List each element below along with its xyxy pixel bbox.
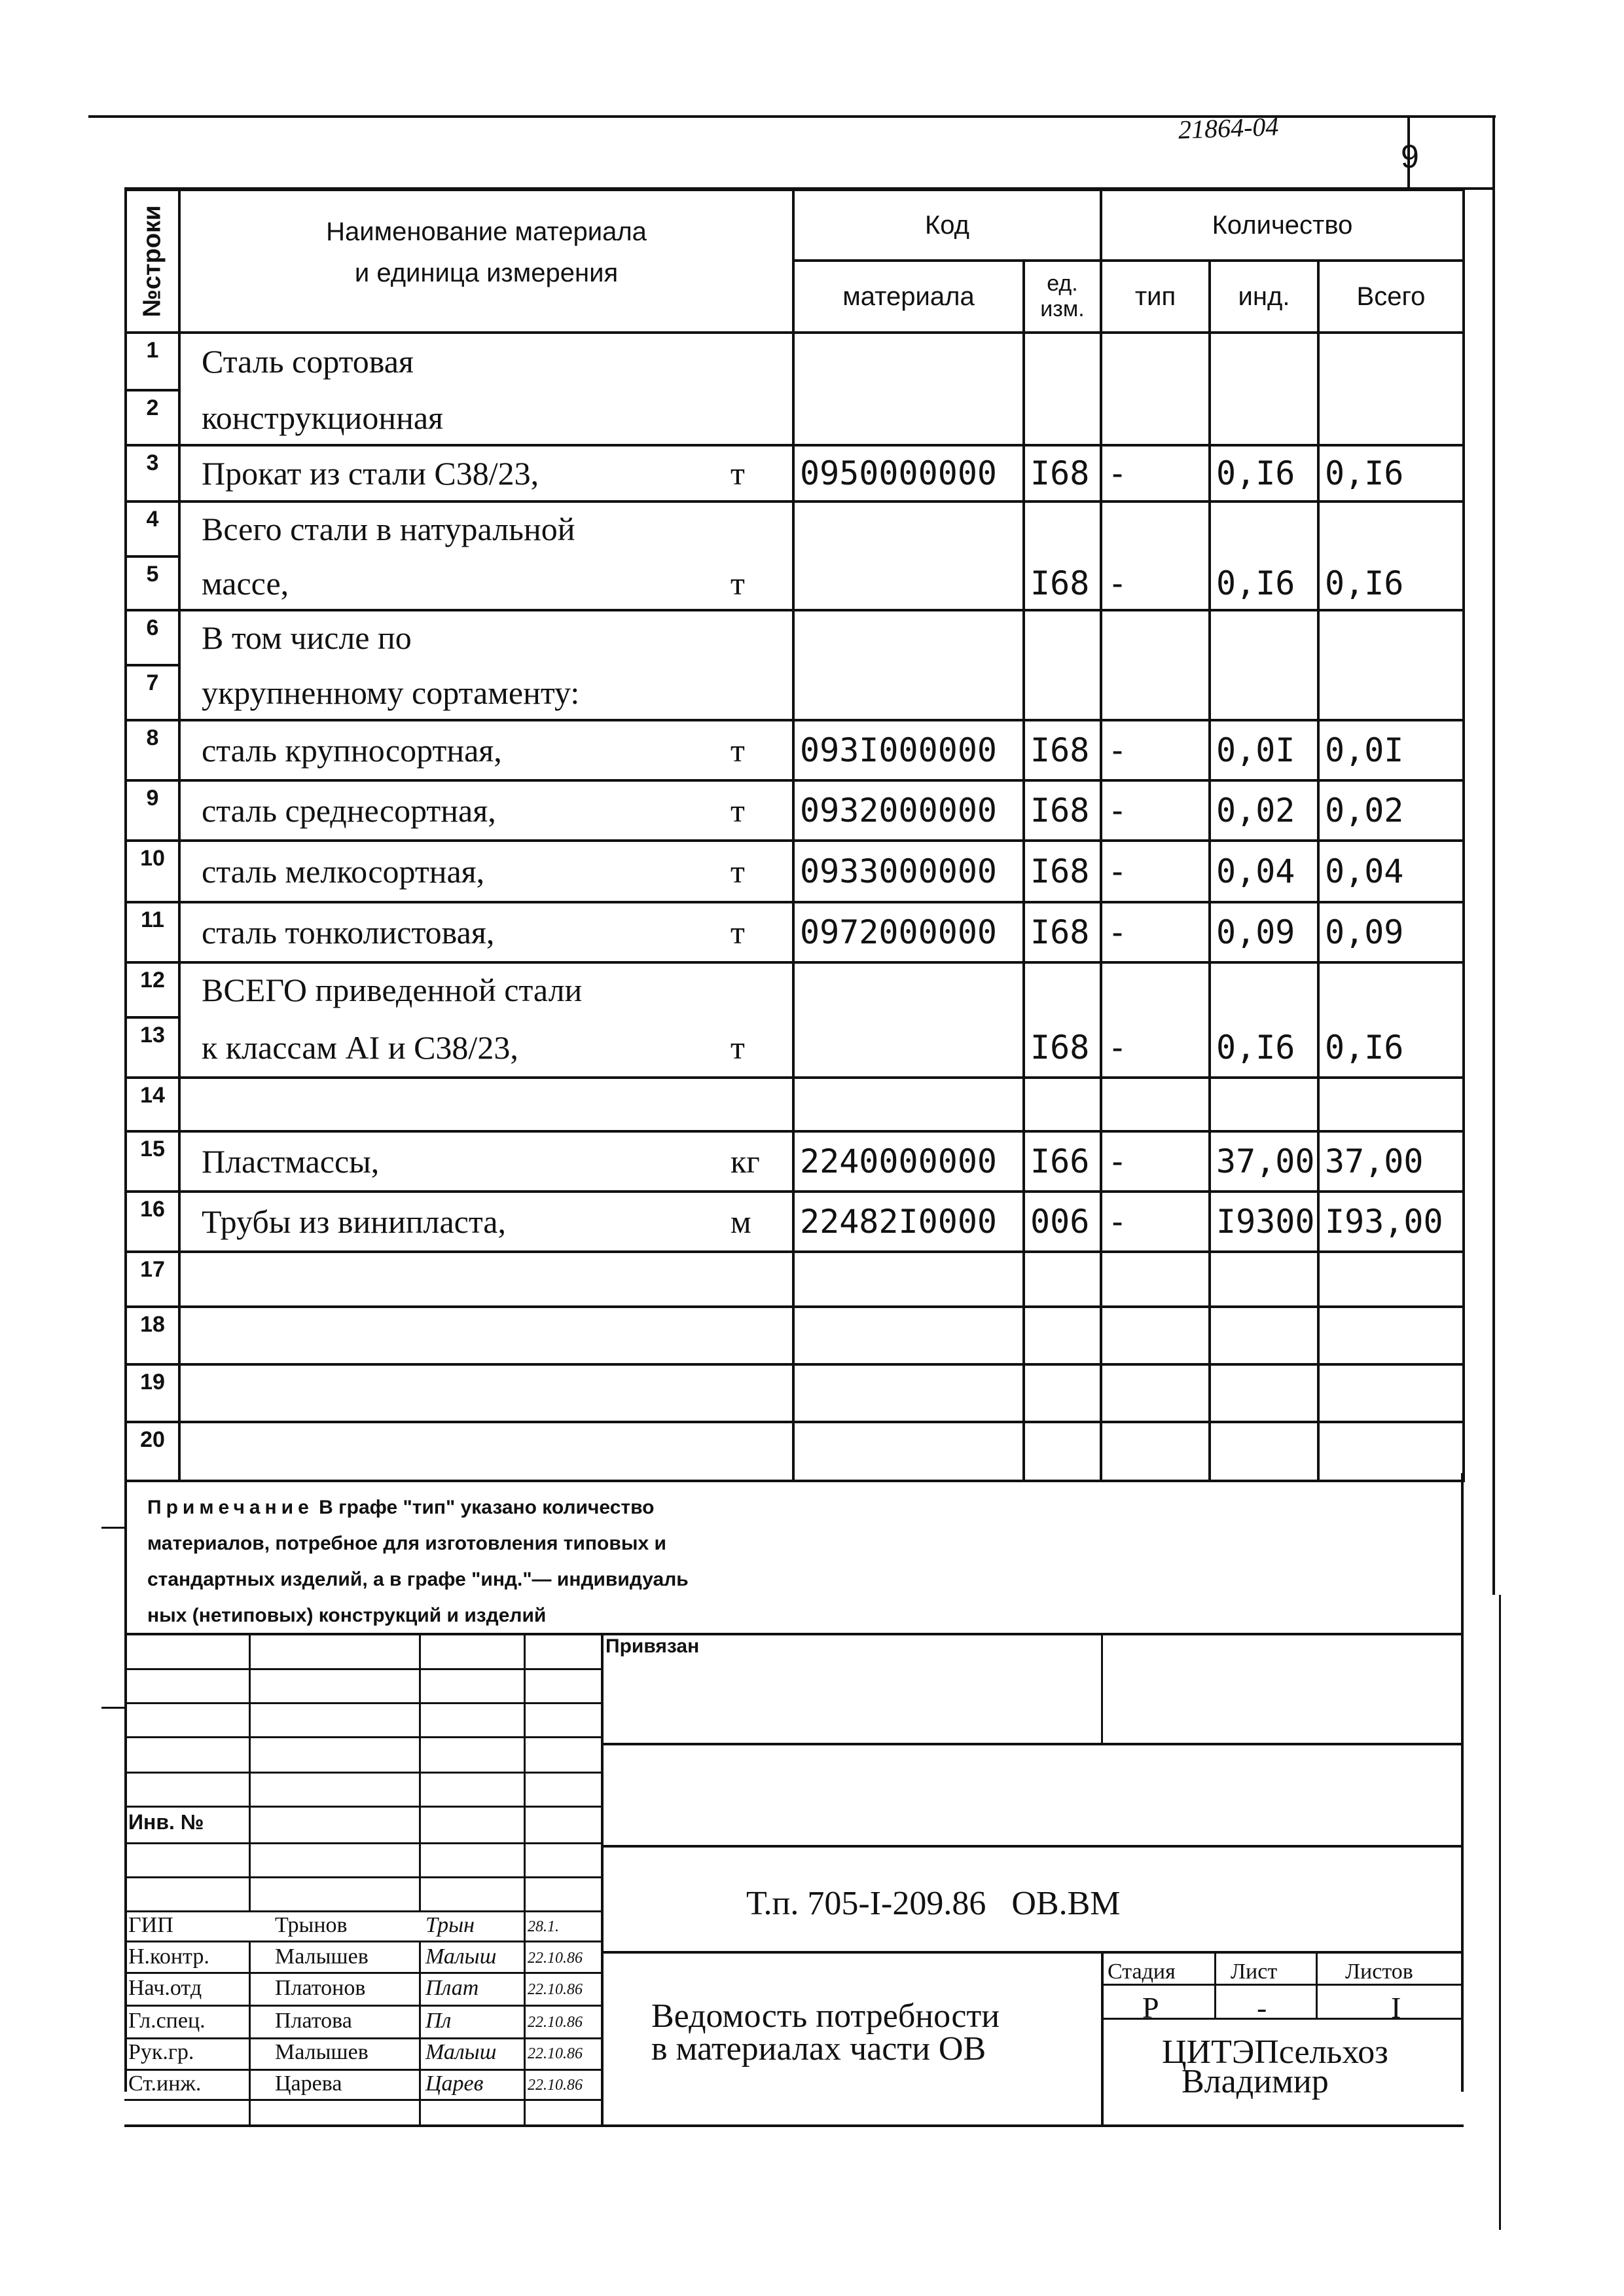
material-name [179, 390, 793, 445]
unit-code: I68 [1024, 445, 1101, 501]
qty-total [1318, 390, 1464, 445]
material-name-text: Трубы из винипласта, [202, 1203, 506, 1240]
signature-mark: Малыш [425, 1944, 497, 1969]
material-code: 093I000000 [793, 720, 1024, 780]
qty-type: - [1101, 556, 1210, 610]
tb-left-row-5 [124, 1842, 602, 1844]
material-code [793, 333, 1024, 390]
qty-type: - [1101, 780, 1210, 841]
header-quantity: Количество [1101, 190, 1464, 261]
unit-code: 006 [1024, 1192, 1101, 1252]
document-title-line-1: Ведомость потребности [651, 1997, 1000, 2035]
page-number-box-right [1492, 115, 1495, 1595]
material-name [179, 556, 793, 610]
signature-name: Платонов [275, 1976, 366, 2000]
qty-ind [1210, 962, 1318, 1017]
material-name-text: Прокат из стали С38/23, [202, 455, 539, 492]
qty-type [1101, 1252, 1210, 1307]
tb-bottom-left [124, 2124, 1106, 2127]
tb-col-b2 [419, 1941, 421, 2127]
row-number: 9 [126, 780, 179, 841]
signature-name: Царева [275, 2071, 342, 2096]
tb-stage-col-1 [1214, 1951, 1216, 2018]
qty-ind: 0,02 [1210, 780, 1318, 841]
unit-code: I68 [1024, 720, 1101, 780]
header-name: Наименование материала и единица измерения [179, 190, 793, 333]
row-number: 3 [126, 445, 179, 501]
table-row [126, 445, 1464, 501]
material-name-text: Сталь сортовая [202, 343, 414, 380]
qty-ind: 0,I6 [1210, 556, 1318, 610]
signature-role: Рук.гр. [128, 2040, 194, 2064]
unit-code: I68 [1024, 556, 1101, 610]
material-name [179, 1078, 793, 1131]
material-name [179, 445, 793, 501]
qty-ind [1210, 1252, 1318, 1307]
material-code: 0972000000 [793, 902, 1024, 962]
tb-col-a [249, 1633, 251, 1911]
row-number: 1 [126, 333, 179, 390]
unit-code [1024, 610, 1101, 665]
row-number: 19 [126, 1364, 179, 1422]
row-number: 5 [126, 556, 179, 610]
qty-ind [1210, 501, 1318, 556]
material-code: 0932000000 [793, 780, 1024, 841]
qty-type: - [1101, 1192, 1210, 1252]
row-number: 12 [126, 962, 179, 1017]
signature-name: Малышев [275, 1944, 369, 1969]
qty-total: 0,I6 [1318, 445, 1464, 501]
signature-date: 28.1. [528, 1918, 559, 1935]
tb-left-row-3 [124, 1772, 602, 1774]
qty-type [1101, 962, 1210, 1017]
row-number: 15 [126, 1131, 179, 1192]
qty-total [1318, 665, 1464, 720]
table-row [126, 1192, 1464, 1252]
header-code-material: материала [793, 261, 1024, 333]
qty-total: 37,00 [1318, 1131, 1464, 1192]
header-row-no: №строки [126, 190, 179, 333]
row-number: 17 [126, 1252, 179, 1307]
signature-mark: Малыш [425, 2040, 497, 2064]
unit-code: I68 [1024, 902, 1101, 962]
header-qty-type: тип [1101, 261, 1210, 333]
qty-ind [1210, 1078, 1318, 1131]
inventory-label: Инв. № [128, 1810, 204, 1834]
signature-mark: Трын [425, 1913, 475, 1937]
material-unit: т [731, 792, 745, 829]
row-number: 10 [126, 841, 179, 902]
qty-type [1101, 390, 1210, 445]
signature-date: 22.10.86 [528, 1950, 583, 1967]
signature-date: 22.10.86 [528, 2045, 583, 2062]
row-number: 16 [126, 1192, 179, 1252]
tb-col-a2 [249, 1941, 251, 2127]
row-number: 7 [126, 665, 179, 720]
qty-type [1101, 1307, 1210, 1364]
material-code [793, 962, 1024, 1017]
document-title-line-2: в материалах части ОВ [651, 2030, 986, 2068]
qty-ind [1210, 1422, 1318, 1481]
qty-type [1101, 610, 1210, 665]
material-name-text: сталь среднесортная, [202, 792, 496, 829]
table-row [126, 390, 1464, 445]
tb-left-row-2 [124, 1736, 602, 1738]
row-number: 14 [126, 1078, 179, 1131]
table-row [126, 1131, 1464, 1192]
qty-ind: 0,0I [1210, 720, 1318, 780]
material-name-text: В том числе по [202, 619, 412, 656]
table-row [126, 1422, 1464, 1481]
qty-total [1318, 1078, 1464, 1131]
sheets-value: I [1391, 1991, 1401, 2024]
table-row [126, 1307, 1464, 1364]
qty-total [1318, 1252, 1464, 1307]
tb-sign-row-0 [124, 1941, 602, 1942]
material-code [793, 610, 1024, 665]
signature-role: Нач.отд [128, 1976, 202, 2000]
note-block [147, 1489, 900, 1633]
material-name-text: сталь мелкосортная, [202, 853, 485, 890]
material-code [793, 390, 1024, 445]
stage-value: Р [1142, 1991, 1159, 2024]
signature-mark: Пл [425, 2009, 452, 2033]
material-name [179, 501, 793, 556]
note-line-1: В графе "тип" указано количество [319, 1497, 655, 1518]
qty-type [1101, 665, 1210, 720]
note-line-3: стандартных изделий, а в графе "инд."— индивидуаль [147, 1569, 689, 1590]
qty-total [1318, 1422, 1464, 1481]
qty-ind: 0,I6 [1210, 1017, 1318, 1078]
project-code: Т.п. 705-I-209.86 ОВ.ВМ [746, 1885, 1121, 1922]
material-code [793, 1364, 1024, 1422]
table-row [126, 1017, 1464, 1078]
qty-total [1318, 1307, 1464, 1364]
table-row [126, 665, 1464, 720]
tb-title-divider [1101, 1951, 1104, 2126]
qty-type [1101, 1078, 1210, 1131]
material-name [179, 1252, 793, 1307]
qty-ind [1210, 610, 1318, 665]
material-unit: м [731, 1203, 751, 1240]
material-name-text: сталь крупносортная, [202, 732, 502, 769]
tb-col-b [419, 1633, 421, 1911]
material-code: 0933000000 [793, 841, 1024, 902]
signature-date: 22.10.86 [528, 2014, 583, 2031]
tb-sign-row-5 [124, 2099, 602, 2101]
qty-type [1101, 501, 1210, 556]
material-name-text: к классам АI и С38/23, [202, 1029, 518, 1066]
row-number: 8 [126, 720, 179, 780]
qty-type: - [1101, 841, 1210, 902]
qty-total: 0,04 [1318, 841, 1464, 902]
unit-code [1024, 1252, 1101, 1307]
header-qty-total: Всего [1318, 261, 1464, 333]
signature-name: Трынов [275, 1913, 348, 1937]
margin-tick-1 [101, 1527, 126, 1529]
qty-type [1101, 1422, 1210, 1481]
qty-total: 0,I6 [1318, 1017, 1464, 1078]
material-unit: т [731, 1029, 745, 1066]
document-code: 21864-04 [1178, 111, 1280, 145]
qty-total [1318, 333, 1464, 390]
tb-sign-row-1 [124, 1972, 602, 1974]
tb-tied-bottom [601, 1743, 1464, 1745]
tb-stage-col-2 [1316, 1951, 1318, 2018]
material-name-text: укрупненному сортаменту: [202, 674, 580, 711]
material-name-text: массе, [202, 565, 289, 602]
table-row [126, 501, 1464, 556]
tb-left-row-1 [124, 1702, 602, 1704]
table-row [126, 841, 1464, 902]
material-name [179, 1017, 793, 1078]
table-row [126, 333, 1464, 390]
right-margin-rule [1499, 1595, 1501, 2230]
qty-ind: 0,04 [1210, 841, 1318, 902]
sheets-label: Листов [1345, 1959, 1413, 1984]
qty-ind [1210, 1364, 1318, 1422]
material-name-text: Всего стали в натуральной [202, 511, 575, 547]
material-name [179, 902, 793, 962]
material-code [793, 665, 1024, 720]
header-code: Код [793, 190, 1101, 261]
note-frame-left [124, 1473, 127, 2092]
table-row [126, 1364, 1464, 1422]
qty-total: 0,I6 [1318, 556, 1464, 610]
unit-code [1024, 333, 1101, 390]
qty-total: 0,02 [1318, 780, 1464, 841]
qty-type: - [1101, 1131, 1210, 1192]
unit-code: I68 [1024, 841, 1101, 902]
material-code: 22482I0000 [793, 1192, 1024, 1252]
material-name [179, 1422, 793, 1481]
signature-name: Платова [275, 2009, 352, 2033]
tb-bottom-right [1106, 2124, 1464, 2127]
qty-ind: 0,09 [1210, 902, 1318, 962]
table-row [126, 720, 1464, 780]
material-name [179, 610, 793, 665]
stage-label: Стадия [1108, 1959, 1176, 1984]
signature-mark: Царев [425, 2071, 484, 2096]
material-code: 0950000000 [793, 445, 1024, 501]
header-qty-ind: инд. [1210, 261, 1318, 333]
tb-sign-row-2 [124, 2005, 602, 2007]
tb-left-row-0 [124, 1668, 602, 1670]
material-unit: т [731, 455, 745, 492]
qty-type [1101, 333, 1210, 390]
qty-type: - [1101, 902, 1210, 962]
qty-ind [1210, 333, 1318, 390]
material-code [793, 556, 1024, 610]
material-name [179, 333, 793, 390]
organization-line-1: ЦИТЭПсельхоз [1162, 2033, 1388, 2071]
material-unit: т [731, 853, 745, 890]
qty-total [1318, 501, 1464, 556]
qty-ind: I9300 [1210, 1192, 1318, 1252]
unit-code [1024, 1078, 1101, 1131]
material-code [793, 501, 1024, 556]
page-number: 9 [1401, 138, 1419, 175]
qty-type: - [1101, 445, 1210, 501]
tb-sign-row-3 [124, 2037, 602, 2039]
row-number: 20 [126, 1422, 179, 1481]
signature-date: 22.10.86 [528, 1981, 583, 1998]
material-name [179, 665, 793, 720]
tb-code-top [601, 1845, 1464, 1848]
note-frame-right [1461, 1473, 1464, 2092]
signature-mark: Плат [425, 1976, 479, 2000]
qty-ind: 37,00 [1210, 1131, 1318, 1192]
unit-code: I68 [1024, 780, 1101, 841]
table-row [126, 1252, 1464, 1307]
note-lead: Примечание [147, 1497, 314, 1518]
note-line-4: ных (нетиповых) конструкций и изделий [147, 1605, 547, 1626]
material-unit: т [731, 565, 745, 602]
material-name [179, 1192, 793, 1252]
material-name-text: конструкционная [202, 399, 444, 436]
unit-code: I66 [1024, 1131, 1101, 1192]
organization-line-2: Владимир [1182, 2063, 1329, 2100]
tb-sign-row-4 [124, 2069, 602, 2071]
qty-total: 0,09 [1318, 902, 1464, 962]
signature-name: Малышев [275, 2040, 369, 2064]
table-row [126, 556, 1464, 610]
material-name-text: ВСЕГО приведенной стали [202, 972, 583, 1008]
top-rule [88, 115, 1496, 118]
tb-left-row-4 [124, 1806, 602, 1808]
sheet-label: Лист [1231, 1959, 1278, 1984]
material-name [179, 1307, 793, 1364]
tb-left-row-7 [124, 1910, 602, 1912]
table-row [126, 610, 1464, 665]
table-row [126, 1078, 1464, 1131]
row-number: 6 [126, 610, 179, 665]
tb-left-row-6 [124, 1876, 602, 1878]
material-code [793, 1252, 1024, 1307]
qty-total: I93,00 [1318, 1192, 1464, 1252]
material-code [793, 1307, 1024, 1364]
unit-code [1024, 1307, 1101, 1364]
qty-type: - [1101, 1017, 1210, 1078]
material-unit: т [731, 732, 745, 769]
qty-total [1318, 1364, 1464, 1422]
table-row [126, 902, 1464, 962]
qty-type: - [1101, 720, 1210, 780]
material-code [793, 1017, 1024, 1078]
signature-role: Н.контр. [128, 1944, 209, 1969]
material-name [179, 720, 793, 780]
table-row [126, 962, 1464, 1017]
margin-tick-2 [101, 1707, 126, 1709]
qty-type [1101, 1364, 1210, 1422]
unit-code [1024, 1422, 1101, 1481]
material-name [179, 1364, 793, 1422]
unit-code [1024, 501, 1101, 556]
unit-code [1024, 1364, 1101, 1422]
tied-label: Привязан [605, 1635, 700, 1657]
signature-role: ГИП [128, 1913, 173, 1937]
table-row [126, 780, 1464, 841]
sheet-value: - [1257, 1991, 1267, 2024]
unit-code [1024, 962, 1101, 1017]
material-unit: кг [731, 1143, 760, 1180]
unit-code: I68 [1024, 1017, 1101, 1078]
material-name [179, 1131, 793, 1192]
qty-total: 0,0I [1318, 720, 1464, 780]
signature-role: Ст.инж. [128, 2071, 202, 2096]
qty-ind [1210, 390, 1318, 445]
material-code [793, 1422, 1024, 1481]
tb-tied-divider [1101, 1633, 1103, 1743]
signature-role: Гл.спец. [128, 2009, 206, 2033]
tb-code-bottom [601, 1951, 1464, 1954]
note-line-2: материалов, потребное для изготовления типовых и [147, 1533, 666, 1554]
row-number: 18 [126, 1307, 179, 1364]
qty-ind [1210, 1307, 1318, 1364]
row-number: 11 [126, 902, 179, 962]
material-name [179, 962, 793, 1017]
material-code [793, 1078, 1024, 1131]
signature-date: 22.10.86 [528, 2077, 583, 2094]
materials-table [124, 189, 1465, 1482]
unit-code [1024, 390, 1101, 445]
material-name-text: Пластмассы, [202, 1143, 380, 1180]
row-number: 2 [126, 390, 179, 445]
row-number: 4 [126, 501, 179, 556]
material-unit: т [731, 914, 745, 951]
qty-ind [1210, 665, 1318, 720]
qty-total [1318, 610, 1464, 665]
tb-col-c [524, 1633, 526, 2127]
header-code-unit: ед. изм. [1024, 261, 1101, 333]
tb-top [124, 1633, 1464, 1635]
tb-col-d [601, 1633, 604, 2127]
material-name [179, 841, 793, 902]
material-name [179, 780, 793, 841]
material-code: 2240000000 [793, 1131, 1024, 1192]
row-number: 13 [126, 1017, 179, 1078]
unit-code [1024, 665, 1101, 720]
qty-ind: 0,I6 [1210, 445, 1318, 501]
qty-total [1318, 962, 1464, 1017]
material-name-text: сталь тонколистовая, [202, 914, 495, 951]
